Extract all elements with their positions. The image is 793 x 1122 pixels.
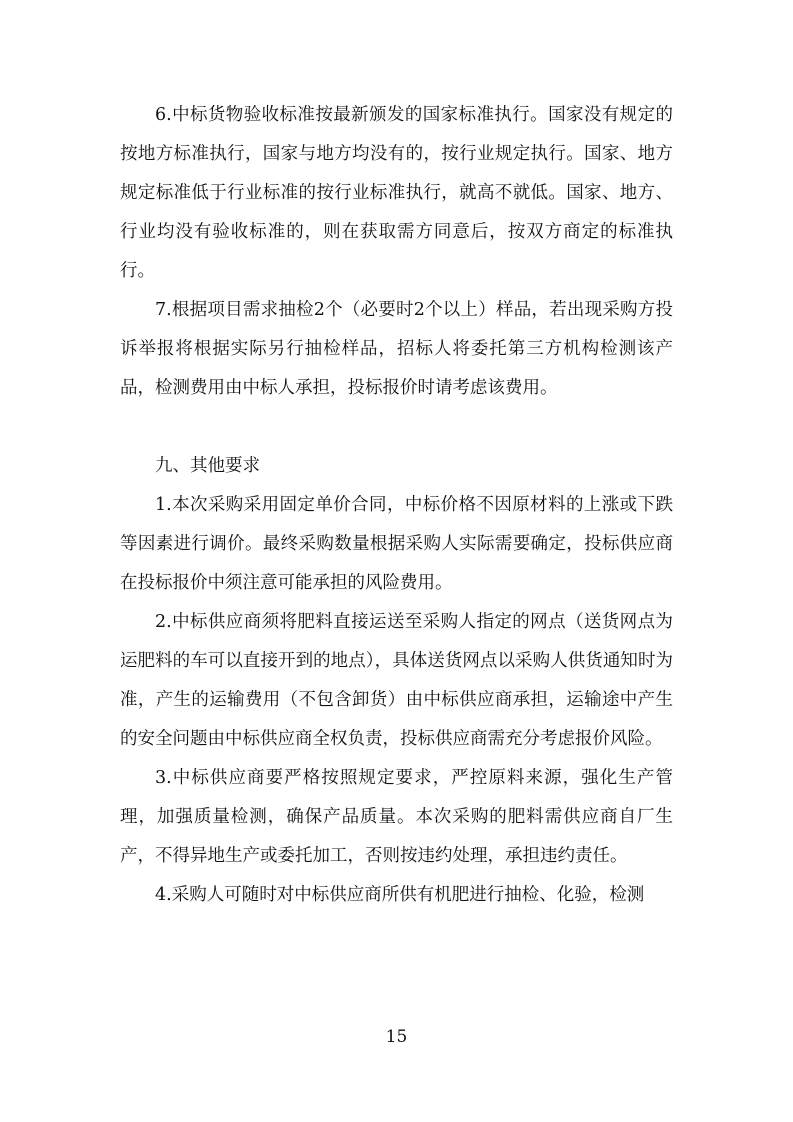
document-body xyxy=(120,96,673,915)
paragraph-1-fixed-price-contract: 1.本次采购采用固定单价合同，中标价格不因原材料的上涨或下跌等因素进行调价。最终采购数量根据采购人实际需要确定，投标供应商在投标报价中须注意可能承担的风险费用。 xyxy=(120,495,673,593)
paragraph-3-quality-control: 3.中标供应商要严格按照规定要求，严控原料来源，强化生产管理，加强质量检测，确保产品质量。本次采购的肥料需供应商自厂生产，不得异地生产或委托加工，否则按违约处理，承担违约责任。 xyxy=(120,768,673,866)
paragraph-6-acceptance-standard: 6.中标货物验收标准按最新颁发的国家标准执行。国家没有规定的按地方标准执行，国家与地方均没有的，按行业规定执行。国家、地方规定标准低于行业标准的按行业标准执行，就高不就低。国家、地方、行业均没有验收标准的，则在获取需方同意后，按双方商定的标准执行。 xyxy=(120,105,673,281)
page-number: 15 xyxy=(385,1027,408,1047)
paragraph-7-sample-inspection: 7.根据项目需求抽检2个（必要时2个以上）样品，若出现采购方投诉举报将根据实际另行抽检样品，招标人将委托第三方机构检测该产品，检测费用由中标人承担，投标报价时请考虑该费用。 xyxy=(120,300,673,398)
section-heading: 九、其他要求 xyxy=(155,456,260,476)
paragraph-4-spot-check: 4.采购人可随时对中标供应商所供有机肥进行抽检、化验，检测 xyxy=(155,885,645,905)
paragraph-2-delivery: 2.中标供应商须将肥料直接运送至采购人指定的网点（送货网点为运肥料的车可以直接开到的地点），具体送货网点以采购人供货通知时为准，产生的运输费用（不包含卸货）由中标供应商承担，运输途中产生的安全问题由中标供应商全权负责，投标供应商需充分考虑报价风险。 xyxy=(120,612,673,749)
paragraph-spacer xyxy=(120,408,673,447)
